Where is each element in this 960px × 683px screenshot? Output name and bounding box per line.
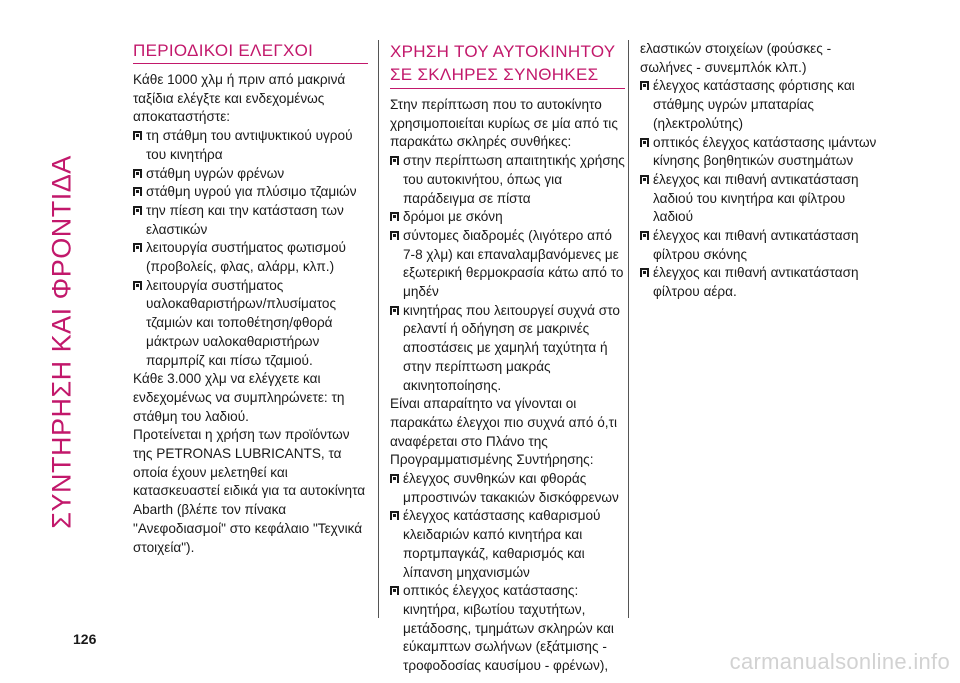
heading-periodic-checks: ΠΕΡΙΟΔΙΚΟΙ ΕΛΕΓΧΟΙ: [133, 40, 368, 64]
bullet-icon: [390, 511, 399, 520]
intro-paragraph: Κάθε 1000 χλμ ή πριν από μακρινά ταξίδια ελέγξτε και ενδεχομένως αποκαταστήστε:: [133, 72, 346, 125]
list-item: στην περίπτωση απαιτητικής χρήσης του αυτοκινήτου, όπως για παράδειγμα σε πίστα: [390, 152, 625, 208]
list-item: λειτουργία συστήματος υαλοκαθαριστήρων/πλυσίματος τζαμιών και τοποθέτηση/φθορά μάκτρων υαλοκαθαριστήρων παρμπρίζ και πίσω τζαμιού.: [133, 277, 368, 371]
watermark: carmanualsonline.info: [729, 649, 950, 674]
bullet-icon: [133, 281, 142, 290]
bullet-icon: [133, 187, 142, 196]
list-item: δρόμοι με σκόνη: [390, 208, 625, 227]
bullet-icon: [640, 175, 649, 184]
list-item: οπτικός έλεγχος κατάστασης: κινητήρα, κιβωτίου ταχυτήτων, μετάδοσης, τμημάτων σκληρών και εύκαμπτων σωλήνων (εξάτμισης - τροφοδοσίας καυσίμου - φρένων),: [390, 582, 625, 676]
list-item: έλεγχος και πιθανή αντικατάσταση φίλτρου αέρα.: [640, 264, 885, 301]
list-item: λειτουργία συστήματος φωτισμού (προβολείς, φλας, αλάρμ, κλπ.): [133, 239, 368, 276]
heading-severe-conditions: ΧΡΗΣΗ ΤΟΥ ΑΥΤΟΚΙΝΗΤΟΥ ΣΕ ΣΚΛΗΡΕΣ ΣΥΝΘΗΚΕΣ: [390, 40, 625, 89]
bullet-icon: [640, 81, 649, 90]
side-section-title: ΣΥΝΤΗΡΗΣΗ ΚΑΙ ΦΡΟΝΤΙΔΑ: [46, 155, 77, 529]
list-item: σύντομες διαδρομές (λιγότερο από 7-8 χλμ) και επαναλαμβανόμενες με εξωτερική θερμοκρασία κάτω από το μηδέν: [390, 227, 625, 302]
bullet-icon: [133, 243, 142, 252]
bullet-icon: [390, 586, 399, 595]
bullet-icon: [640, 231, 649, 240]
list-item: έλεγχος κατάστασης φόρτισης και στάθμης υγρών μπαταρίας (ηλεκτρολύτης): [640, 77, 885, 133]
checks-intro-paragraph: Είναι απαραίτητο να γίνονται οι παρακάτω έλεγχοι πιο συχνά από ό,τι αναφέρεται στο Πλάνο της Προγραμματισμένης Συντήρησης:: [390, 396, 617, 468]
list-item: έλεγχος και πιθανή αντικατάσταση φίλτρου σκόνης: [640, 227, 885, 264]
list-item: έλεγχος συνθηκών και φθοράς μπροστινών τακακιών δισκόφρενων: [390, 470, 625, 507]
column-divider-1: [378, 40, 379, 618]
bullet-icon: [133, 131, 142, 140]
list-item: κινητήρας που λειτουργεί συχνά στο ρελαντί ή οδήγηση σε μακρινές αποστάσεις με χαμηλή ταχύτητα ή στην περίπτωση μακράς ακινητοποίησης.: [390, 302, 625, 396]
bullet-icon: [390, 156, 399, 165]
lubricants-paragraph: Προτείνεται η χρήση των προϊόντων της PETRONAS LUBRICANTS, τα οποία έχουν μελετηθεί και κατασκευαστεί ειδικά για τα αυτοκίνητα Abarth (βλέπε τον πίνακα "Ανεφοδιασμοί" στο κεφάλαιο "Τεχνικά στοιχεία").: [133, 427, 366, 555]
column-divider-2: [628, 40, 629, 618]
list-item: έλεγχος κατάστασης καθαρισμού κλειδαριών καπό κινητήρα και πορτμπαγκάζ, καθαρισμός και λίπανση μηχανισμών: [390, 507, 625, 582]
column-periodic-checks: [133, 40, 368, 557]
intro-paragraph: Στην περίπτωση που το αυτοκίνητο χρησιμοποιείται κυρίως σε μία από τις παρακάτω σκληρές συνθήκες:: [390, 97, 618, 150]
column-continued-checks: [640, 40, 885, 302]
continued-text: ελαστικών στοιχείων (φούσκες - σωλήνες - συνεμπλόκ κλπ.): [640, 41, 832, 75]
page-number: 126: [73, 631, 97, 647]
list-item: στάθμη υγρών φρένων: [133, 165, 368, 184]
oil-check-paragraph: Κάθε 3.000 χλμ να ελέγχετε και ενδεχομένως να συμπληρώνετε: τη στάθμη του λαδιού.: [133, 371, 345, 424]
list-item: οπτικός έλεγχος κατάστασης ιμάντων κίνησης βοηθητικών συστημάτων: [640, 134, 885, 171]
list-item: στάθμη υγρού για πλύσιμο τζαμιών: [133, 183, 368, 202]
list-item: τη στάθμη του αντιψυκτικού υγρού του κινητήρα: [133, 127, 368, 164]
bullet-icon: [390, 212, 399, 221]
list-item: την πίεση και την κατάσταση των ελαστικών: [133, 202, 368, 239]
bullet-icon: [390, 306, 399, 315]
column-severe-conditions: [390, 40, 625, 676]
bullet-icon: [133, 206, 142, 215]
list-item: έλεγχος και πιθανή αντικατάσταση λαδιού του κινητήρα και φίλτρου λαδιού: [640, 171, 885, 227]
bullet-icon: [133, 169, 142, 178]
bullet-icon: [640, 268, 649, 277]
bullet-icon: [640, 138, 649, 147]
bullet-icon: [390, 231, 399, 240]
bullet-icon: [390, 474, 399, 483]
